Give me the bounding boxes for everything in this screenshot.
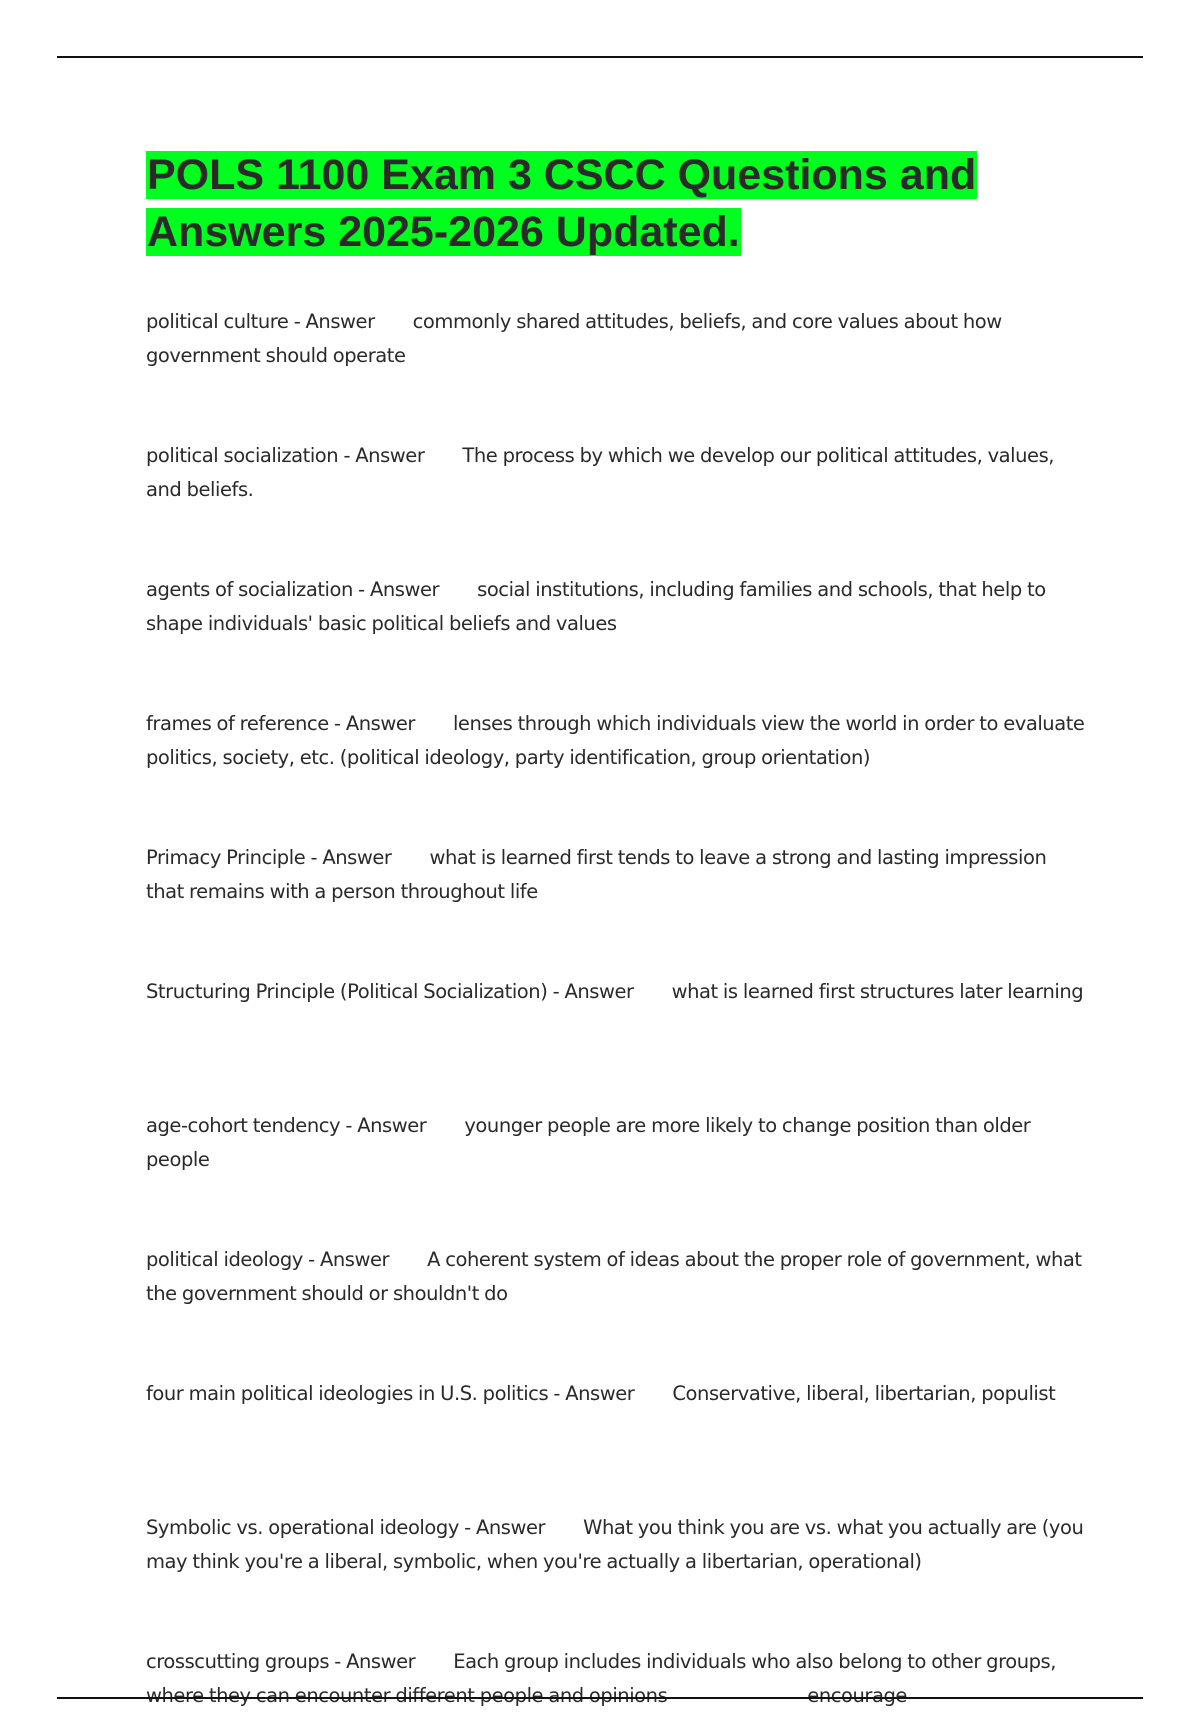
- definition: What you think you are vs. what you actually are (you may think you're a liberal, symbolic, when you're actually a libertarian, operational): [146, 1516, 1084, 1573]
- definition-continuation: encourage: [807, 1684, 907, 1707]
- definition: lenses through which individuals view the world in order to evaluate politics, society, etc. (political ideology, party identification, group orientation): [146, 712, 1085, 769]
- term: crosscutting groups: [146, 1650, 330, 1673]
- term: Symbolic vs. operational ideology: [146, 1516, 459, 1539]
- term: age-cohort tendency: [146, 1114, 341, 1137]
- term: political ideology: [146, 1248, 303, 1271]
- definition: commonly shared attitudes, beliefs, and core values about how government should operate: [146, 310, 1002, 367]
- term: four main political ideologies in U.S. politics: [146, 1382, 549, 1405]
- term: political culture: [146, 310, 289, 333]
- qa-item-structuring-principle: [146, 975, 1086, 1009]
- answer-marker: - Answer: [334, 712, 415, 735]
- term: frames of reference: [146, 712, 329, 735]
- answer-marker: - Answer: [343, 444, 425, 467]
- definition: what is learned first structures later learning: [671, 980, 1084, 1003]
- qa-item-four-main-ideologies: [146, 1377, 1086, 1411]
- definition: Each group includes individuals who also belong to other groups, where they can encounter different people and opinions: [146, 1650, 1056, 1707]
- definition: A coherent system of ideas about the proper role of government, what the government should or shouldn't do: [146, 1248, 1082, 1305]
- qa-item-frames-of-reference: [146, 707, 1086, 775]
- definition: Conservative, liberal, libertarian, populist: [672, 1382, 1056, 1405]
- definition: what is learned first tends to leave a strong and lasting impression that remains with a person throughout life: [146, 846, 1047, 903]
- answer-marker: - Answer: [553, 1382, 635, 1405]
- definition: social institutions, including families and schools, that help to shape individuals' basic political beliefs and values: [146, 578, 1046, 635]
- answer-marker: - Answer: [358, 578, 440, 601]
- definition: The process by which we develop our political attitudes, values, and beliefs.: [146, 444, 1055, 501]
- term: agents of socialization: [146, 578, 353, 601]
- header-rule: [57, 56, 1143, 58]
- qa-item-symbolic-vs-operational: [146, 1511, 1086, 1579]
- qa-item-primacy-principle: [146, 841, 1086, 909]
- answer-marker: - Answer: [308, 1248, 390, 1271]
- qa-item-agents-of-socialization: [146, 573, 1086, 641]
- term: political socialization: [146, 444, 339, 467]
- answer-marker: - Answer: [345, 1114, 427, 1137]
- answer-marker: - Answer: [334, 1650, 416, 1673]
- qa-item-age-cohort-tendency: [146, 1109, 1086, 1177]
- term: Primacy Principle: [146, 846, 306, 869]
- page-title: [146, 147, 1086, 261]
- qa-item-political-ideology: [146, 1243, 1086, 1311]
- qa-item-political-culture: [146, 305, 1086, 373]
- answer-marker: - Answer: [552, 980, 634, 1003]
- answer-marker: - Answer: [310, 846, 392, 869]
- term: Structuring Principle (Political Socialization): [146, 980, 548, 1003]
- footer-rule: [57, 1697, 1143, 1699]
- answer-marker: - Answer: [293, 310, 375, 333]
- answer-marker: - Answer: [464, 1516, 546, 1539]
- qa-item-political-socialization: [146, 439, 1086, 507]
- qa-item-crosscutting-groups: [146, 1645, 1086, 1713]
- definition: younger people are more likely to change position than older people: [146, 1114, 1031, 1171]
- title-highlight: POLS 1100 Exam 3 CSCC Questions and Answers 2025-2026 Updated.: [147, 151, 977, 256]
